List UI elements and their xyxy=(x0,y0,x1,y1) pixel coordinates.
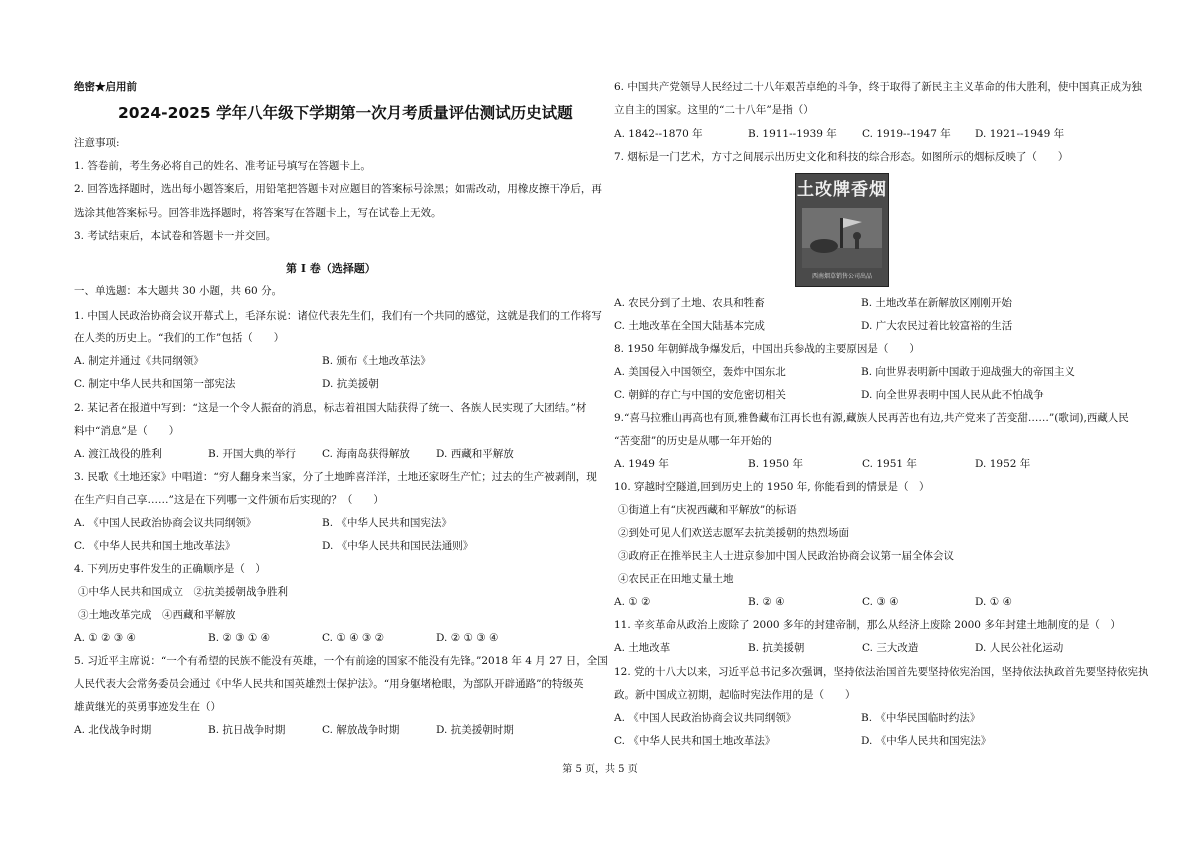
question-stem: 3. 民歌《土地还家》中唱道：“穷人翻身来当家，分了土地眸喜洋洋，土地还家呀生产忙；过去的生产被剥削，现 xyxy=(74,471,597,483)
option-a: A. 北伐战争时期 xyxy=(74,724,152,736)
option-d: D. 抗美援朝时期 xyxy=(436,724,514,736)
notice-line: 3. 考试结束后，本试卷和答题卡一并交回。 xyxy=(74,230,277,242)
question-stem: 2. 某记者在报道中写到：“这是一个令人振奋的消息，标志着祖国大陆获得了统一、各族人民实现了大团结。”材 xyxy=(74,402,587,414)
option-b: B. 1950 年 xyxy=(748,458,803,470)
option-c: C. ① ④ ③ ② xyxy=(322,632,385,644)
option-b: B. 抗美援朝 xyxy=(748,642,805,654)
notice-line: 2. 回答选择题时，选出每小题答案后，用铅笔把答题卡对应题目的答案标号涂黑；如需改动，用橡皮擦干净后，再 xyxy=(74,183,602,195)
option-d: D. 向全世界表明中国人民从此不怕战争 xyxy=(861,389,1044,401)
question-stem: 5. 习近平主席说：“一个有希望的民族不能没有英雄，一个有前途的国家不能没有先锋。”2018 年 4 月 27 日，全国 xyxy=(74,655,608,667)
option-b: B. 向世界表明新中国敢于迎战强大的帝国主义 xyxy=(861,366,1075,378)
option-c: C. 三大改造 xyxy=(862,642,919,654)
option-b: B. 土地改革在新解放区刚刚开始 xyxy=(861,297,1012,309)
question-stem: 人民代表大会常务委员会通过《中华人民共和国英雄烈士保护法》。“用身躯堵枪眼，为部队开辟通路”的特级英 xyxy=(74,678,584,690)
image-subtitle: 西南烟草销售公司出品 xyxy=(811,273,872,280)
page-footer: 第 5 页，共 5 页 xyxy=(562,764,638,775)
section-intro: 一、单选题：本大题共 30 小题，共 60 分。 xyxy=(74,285,283,297)
question-stem: 11. 辛亥革命从政治上废除了 2000 多年的封建帝制，那么从经济上废除 2000 多年封建土地制度的是（ ） xyxy=(614,619,1121,631)
notice-heading: 注意事项: xyxy=(74,137,120,149)
option-a: A. 制定并通过《共同纲领》 xyxy=(74,355,204,367)
option-b: B. 《中华民国临时约法》 xyxy=(861,712,981,724)
option-d: D. 1952 年 xyxy=(975,458,1031,470)
option-a: A. 《中国人民政治协商会议共同纲领》 xyxy=(74,517,257,529)
question-stem: 4. 下列历史事件发生的正确顺序是（ ） xyxy=(74,563,266,575)
option-d: D. 1921--1949 年 xyxy=(975,128,1065,140)
option-d: D. ② ① ③ ④ xyxy=(436,632,499,644)
image-caption: 土改牌香烟 xyxy=(797,180,887,200)
question-item: ①街道上有“庆祝西藏和平解放”的标语 xyxy=(618,504,797,516)
section-title: 第 I 卷（选择题） xyxy=(286,262,376,275)
option-d: D. 广大农民过着比较富裕的生活 xyxy=(861,320,1013,332)
question-stem: 12. 党的十八大以来，习近平总书记多次强调，坚持依法治国首先要坚持依宪治国，坚持依法执政首先要坚持依宪执 xyxy=(614,666,1149,678)
question-stem: 料中“消息”是（ ） xyxy=(74,425,180,437)
option-c: C. 1919--1947 年 xyxy=(862,128,951,140)
option-b: B. ② ③ ① ④ xyxy=(208,632,271,644)
question-stem: 1. 中国人民政治协商会议开幕式上，毛泽东说：诸位代表先生们，我们有一个共同的感觉，这就是我们的工作将写 xyxy=(74,310,602,322)
option-a: A. ① ② xyxy=(614,596,651,608)
question-stem: 在人类的历史上。“我们的工作”包括（ ） xyxy=(74,332,285,344)
option-a: A. 渡江战役的胜利 xyxy=(74,448,162,460)
question-stem: 6. 中国共产党领导人民经过二十八年艰苦卓绝的斗争，终于取得了新民主主义革命的伟大胜利，使中国真正成为独 xyxy=(614,81,1142,93)
question-stem: 9.“喜马拉雅山再高也有顶,雅鲁藏布江再长也有源,藏族人民再苦也有边,共产党来了苦变甜……”(歌词),西藏人民 xyxy=(614,412,1129,424)
option-a: A. 1842--1870 年 xyxy=(614,128,703,140)
option-b: B. 颁布《土地改革法》 xyxy=(322,355,431,367)
question-stem: 在生产归自己享……”这是在下列哪一文件颁布后实现的？（ ） xyxy=(74,494,384,506)
question-item: ④农民正在田地丈量土地 xyxy=(618,573,734,585)
option-c: C. 朝鲜的存亡与中国的安危密切相关 xyxy=(614,389,786,401)
notice-line: 1. 答卷前，考生务必将自己的姓名、准考证号填写在答题卡上。 xyxy=(74,160,371,172)
exam-title: 2024-2025 学年八年级下学期第一次月考质量评估测试历史试题 xyxy=(118,104,573,122)
question-stem: 雄黄继光的英勇事迹发生在（） xyxy=(74,701,221,713)
option-d: D. ① ④ xyxy=(975,596,1012,608)
question-item: ①中华人民共和国成立 ②抗美援朝战争胜利 xyxy=(78,586,288,598)
question-item: ③土地改革完成 ④西藏和平解放 xyxy=(78,609,236,621)
option-d: D. 人民公社化运动 xyxy=(975,642,1064,654)
question-stem: 8. 1950 年朝鲜战争爆发后，中国出兵参战的主要原因是（ ） xyxy=(614,343,920,355)
option-c: C. 《中华人民共和国土地改革法》 xyxy=(74,540,236,552)
secret-label: 绝密★启用前 xyxy=(74,81,137,93)
option-c: C. 1951 年 xyxy=(862,458,917,470)
option-b: B. 抗日战争时期 xyxy=(208,724,286,736)
option-b: B. 《中华人民共和国宪法》 xyxy=(322,517,452,529)
question-stem: 10. 穿越时空隧道,回到历史上的 1950 年, 你能看到的情景是（ ） xyxy=(614,481,930,493)
option-a: A. 农民分到了土地、农具和牲畜 xyxy=(614,297,765,309)
option-a: A. 土地改革 xyxy=(614,642,671,654)
option-a: A. 《中国人民政治协商会议共同纲领》 xyxy=(614,712,797,724)
option-c: C. 《中华人民共和国土地改革法》 xyxy=(614,735,776,747)
option-c: C. 制定中华人民共和国第一部宪法 xyxy=(74,378,236,390)
question-stem: 7. 烟标是一门艺术，方寸之间展示出历史文化和科技的综合形态。如图所示的烟标反映了（ ） xyxy=(614,151,1069,163)
option-c: C. 土地改革在全国大陆基本完成 xyxy=(614,320,765,332)
question-item: ②到处可见人们欢送志愿军去抗美援朝的热烈场面 xyxy=(618,527,849,539)
question-stem: 政。新中国成立初期，起临时宪法作用的是（ ） xyxy=(614,689,856,701)
option-d: D. 《中华人民共和国民法通则》 xyxy=(322,540,474,552)
cigarette-label-image xyxy=(795,173,889,287)
option-a: A. 1949 年 xyxy=(614,458,669,470)
option-d: D. 《中华人民共和国宪法》 xyxy=(861,735,992,747)
option-d: D. 西藏和平解放 xyxy=(436,448,514,460)
option-c: C. ③ ④ xyxy=(862,596,899,608)
option-b: B. 1911--1939 年 xyxy=(748,128,837,140)
option-d: D. 抗美援朝 xyxy=(322,378,379,390)
notice-line: 选涂其他答案标号。回答非选择题时，将答案写在答题卡上，写在试卷上无效。 xyxy=(74,207,442,219)
question-item: ③政府正在推举民主人士进京参加中国人民政治协商会议第一届全体会议 xyxy=(618,550,954,562)
question-stem: 立自主的国家。这里的“二十八年”是指（） xyxy=(614,104,814,116)
option-a: A. ① ② ③ ④ xyxy=(74,632,136,644)
farmer-plowing-scene xyxy=(802,208,882,268)
option-c: C. 海南岛获得解放 xyxy=(322,448,410,460)
question-stem: “苦变甜”的历史是从哪一年开始的 xyxy=(614,435,772,447)
option-b: B. ② ④ xyxy=(748,596,785,608)
option-b: B. 开国大典的举行 xyxy=(208,448,296,460)
option-c: C. 解放战争时期 xyxy=(322,724,400,736)
option-a: A. 美国侵入中国领空，轰炸中国东北 xyxy=(614,366,786,378)
